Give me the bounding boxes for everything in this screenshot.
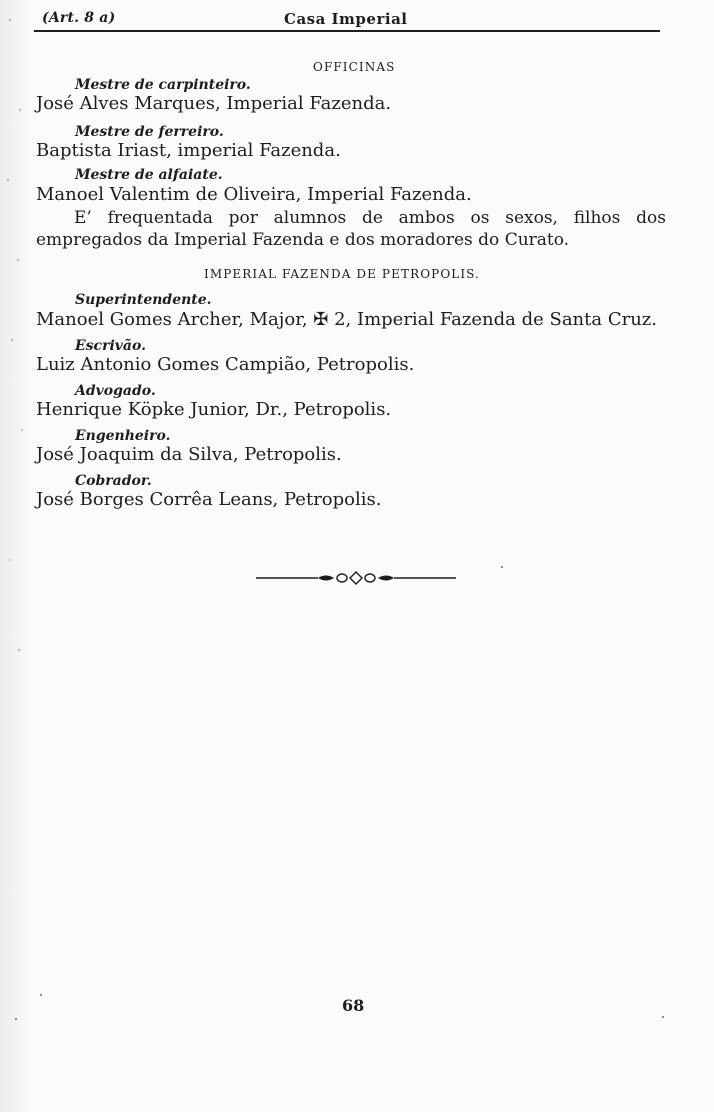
officinas-paragraph: E’ frequentada por alumnos de ambos os sexos, filhos dos empregados da Imperial Fazenda e dos moradores do Curato. bbox=[36, 208, 666, 250]
running-title: Casa Imperial bbox=[284, 10, 408, 28]
name-superintendente: Manoel Gomes Archer, Major, ✠ 2, Imperial Fazenda de Santa Cruz. bbox=[36, 309, 658, 330]
petropolis-heading: IMPERIAL FAZENDA DE PETROPOLIS. bbox=[204, 267, 480, 281]
section-end-ornament bbox=[256, 570, 456, 586]
role-ferreiro: Mestre de ferreiro. bbox=[75, 124, 224, 140]
role-advogado: Advogado. bbox=[75, 383, 156, 399]
role-superintendente: Superintendente. bbox=[75, 292, 212, 308]
ink-speck bbox=[40, 994, 42, 996]
officinas-heading: OFFICINAS bbox=[313, 60, 396, 74]
ink-speck bbox=[501, 566, 503, 568]
binding-gutter bbox=[0, 0, 34, 1112]
page-number: 68 bbox=[342, 996, 365, 1015]
header-rule bbox=[34, 30, 660, 32]
name-engenheiro: José Joaquim da Silva, Petropolis. bbox=[36, 444, 342, 465]
article-reference: (Art. 8 a) bbox=[42, 10, 116, 26]
name-carpinteiro: José Alves Marques, Imperial Fazenda. bbox=[36, 93, 392, 114]
role-cobrador: Cobrador. bbox=[75, 473, 152, 489]
name-cobrador: José Borges Corrêa Leans, Petropolis. bbox=[36, 489, 382, 510]
role-engenheiro: Engenheiro. bbox=[75, 428, 171, 444]
name-alfaiate: Manoel Valentim de Oliveira, Imperial Fazenda. bbox=[36, 184, 472, 205]
ink-speck bbox=[15, 1018, 17, 1020]
role-escrivao: Escrivão. bbox=[75, 338, 146, 354]
name-advogado: Henrique Köpke Junior, Dr., Petropolis. bbox=[36, 399, 392, 420]
name-escrivao: Luiz Antonio Gomes Campião, Petropolis. bbox=[36, 354, 415, 375]
name-ferreiro: Baptista Iriast, imperial Fazenda. bbox=[36, 140, 341, 161]
ink-speck bbox=[662, 1016, 664, 1018]
role-carpinteiro: Mestre de carpinteiro. bbox=[75, 77, 251, 93]
running-head bbox=[34, 10, 660, 34]
role-alfaiate: Mestre de alfaiate. bbox=[75, 167, 223, 183]
